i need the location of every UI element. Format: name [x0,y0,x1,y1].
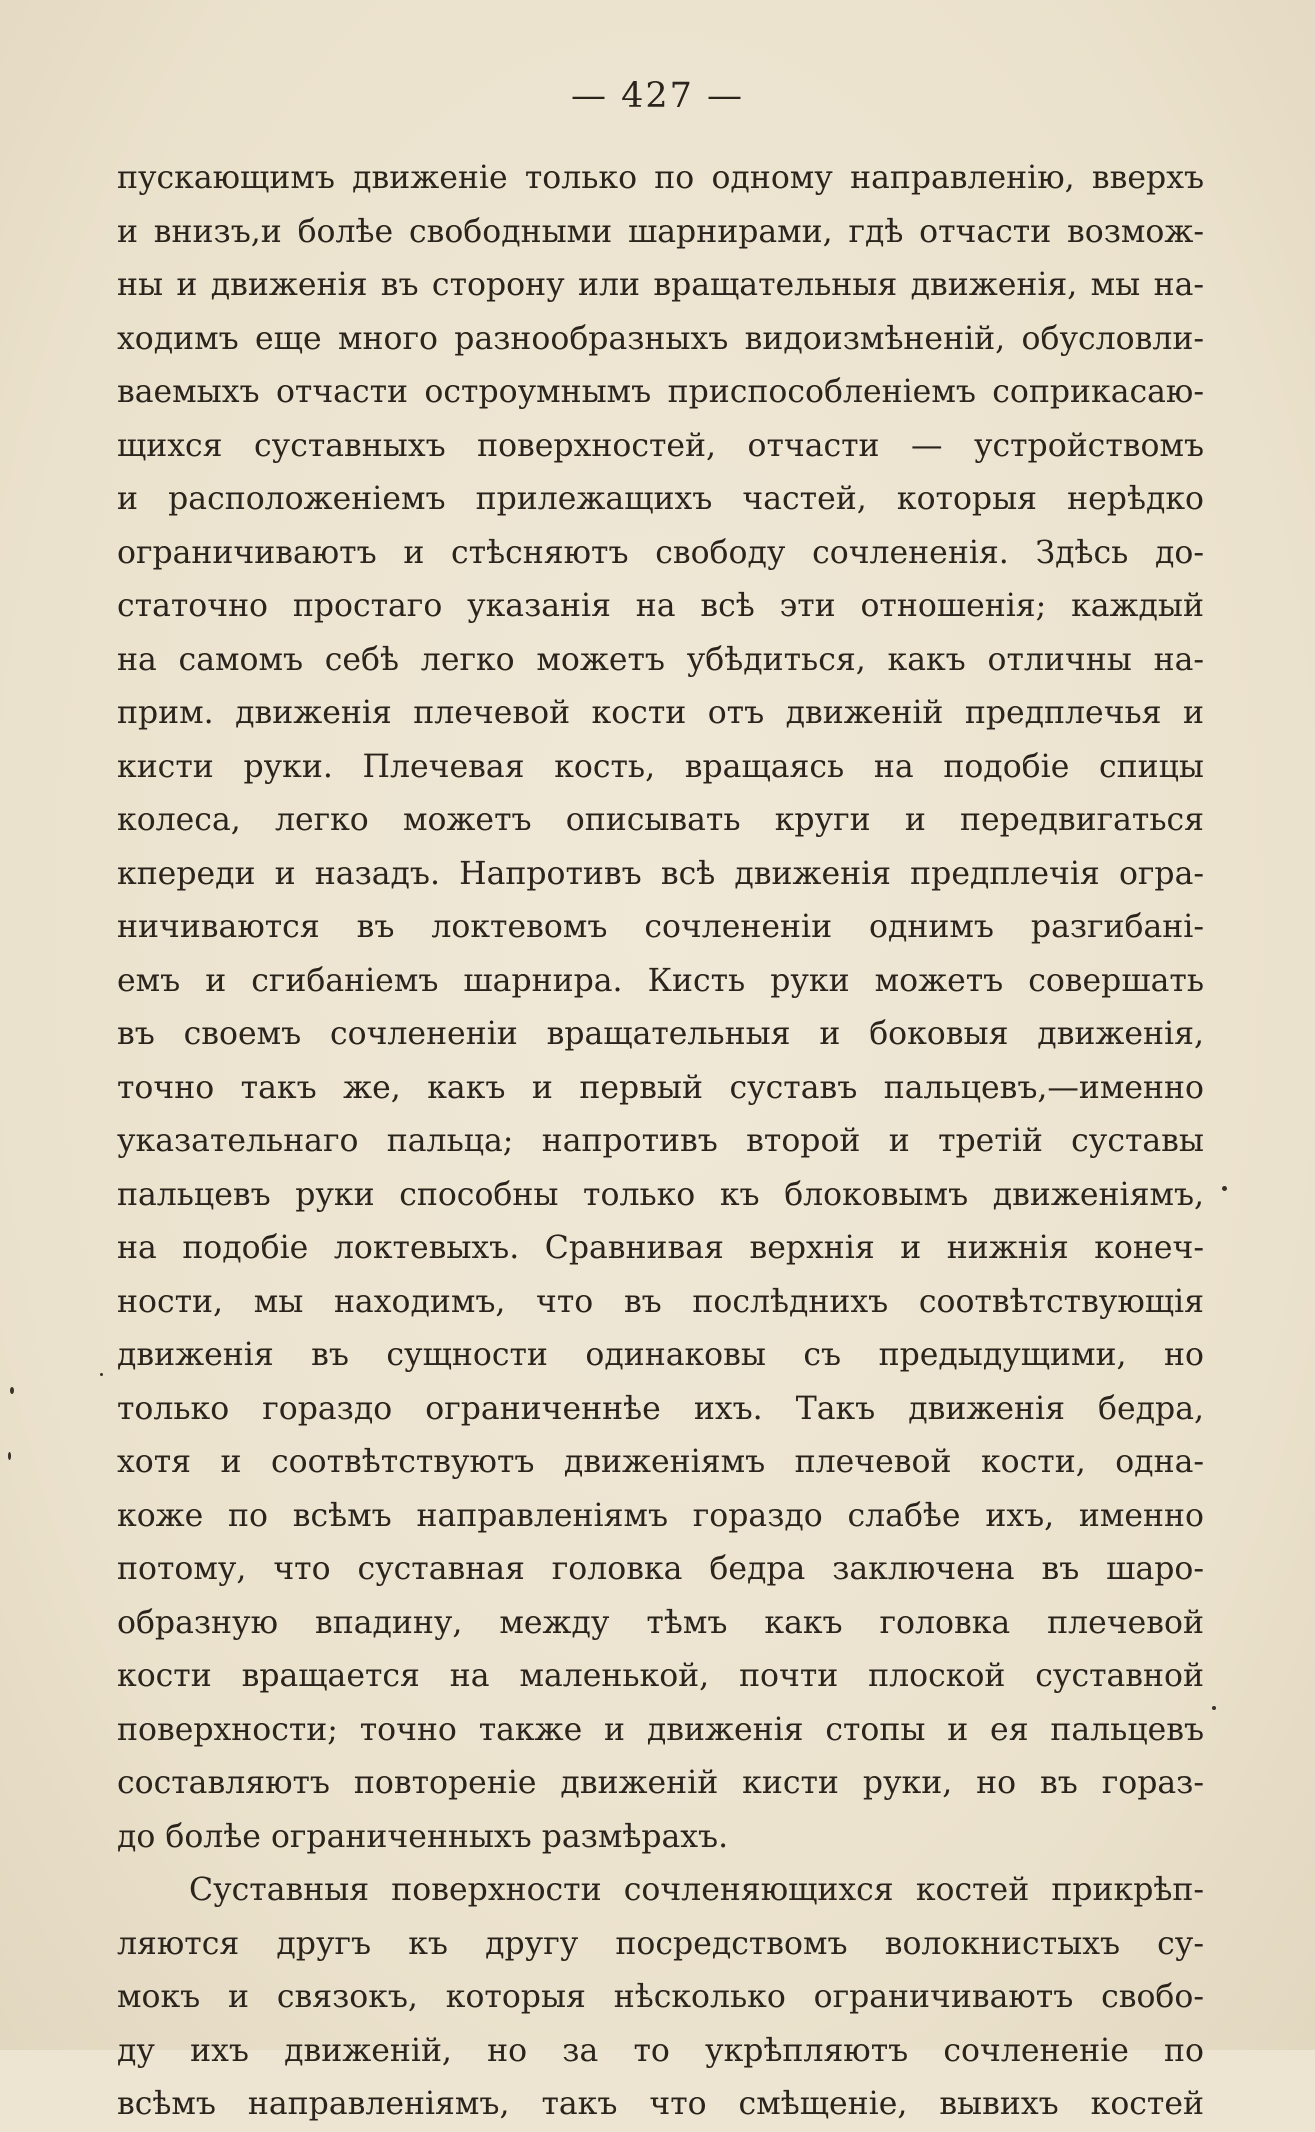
text-line: пальцевъ руки способны только къ блоковымъ движеніямъ, [117,1176,1204,1213]
text-line: хотя и соотвѣтствуютъ движеніямъ плечевой кости, одна- [117,1444,1204,1480]
text-line: на подобіе локтевыхъ. Сравнивая верхнія и нижнія конеч- [117,1230,1204,1266]
text-line: и расположеніемъ прилежащихъ частей, которыя нерѣдко [117,481,1204,517]
text-line: колеса, легко можетъ описывать круги и передвигаться [117,802,1204,838]
text-line: ограничиваютъ и стѣсняютъ свободу сочлененія. Здѣсь до- [117,534,1204,571]
text-line: въ своемъ сочлененіи вращательныя и боковыя движенія, [117,1016,1204,1052]
text-line: потому, что суставная головка бедра заключена въ шаро- [117,1551,1204,1587]
ink-speck [1222,1186,1227,1191]
ink-speck [1212,1706,1216,1710]
paragraph-start-line: Суставныя поверхности сочленяющихся костей прикрѣп- [189,1872,1204,1908]
text-line: емъ и сгибаніемъ шарнира. Кисть руки можетъ совершать [117,962,1204,999]
text-line: мокъ и связокъ, которыя нѣсколько ограничиваютъ свобо- [117,1979,1204,2015]
ink-speck [10,1387,14,1394]
text-line: щихся суставныхъ поверхностей, отчасти — устройствомъ [117,427,1204,464]
text-line: указательнаго пальца; напротивъ второй и третій суставы [117,1123,1204,1159]
text-line: кисти руки. Плечевая кость, вращаясь на подобіе спицы [117,748,1204,785]
text-line: статочно простаго указанія на всѣ эти отношенія; каждый [117,588,1204,624]
text-line: ляются другъ къ другу посредствомъ волокнистыхъ су- [117,1925,1204,1962]
text-line: всѣмъ направленіямъ, такъ что смѣщеніе, вывихъ костей [117,2086,1204,2122]
body-text [117,152,1204,2132]
text-line: и внизъ,и болѣе свободными шарнирами, гдѣ отчасти возмож- [117,213,1204,250]
text-line: ваемыхъ отчасти остроумнымъ приспособленіемъ соприкасаю- [117,374,1204,410]
text-line: точно такъ же, какъ и первый суставъ пальцевъ,—именно [117,1069,1204,1106]
text-line: кпереди и назадъ. Напротивъ всѣ движенія предплечія огра- [117,855,1204,892]
text-line: поверхности; точно также и движенія стопы и ея пальцевъ [117,1711,1204,1748]
text-line: ду ихъ движеній, но за то укрѣпляютъ сочлененіе по [117,2032,1204,2069]
text-line: движенія въ сущности одинаковы съ предыдущими, но [117,1337,1204,1373]
text-line: на самомъ себѣ легко можетъ убѣдиться, какъ отличны на- [117,641,1204,678]
text-line: ны и движенія въ сторону или вращательныя движенія, мы на- [117,267,1204,303]
text-line: коже по всѣмъ направленіямъ гораздо слабѣе ихъ, именно [117,1497,1204,1534]
page-number: — 427 — [570,76,745,116]
text-line: кости вращается на маленькой, почти плоской суставной [117,1658,1204,1694]
text-line: образную впадину, между тѣмъ какъ головка плечевой [117,1604,1204,1641]
text-line: составляютъ повтореніе движеній кисти руки, но въ гораз- [117,1765,1204,1801]
text-line: только гораздо ограниченнѣе ихъ. Такъ движенія бедра, [117,1390,1204,1427]
text-line: пускающимъ движеніе только по одному направленію, вверхъ [117,160,1204,196]
text-line: прим. движенія плечевой кости отъ движеній предплечья и [117,695,1204,731]
text-line: ничиваются въ локтевомъ сочлененіи однимъ разгибані- [117,909,1204,945]
paragraph-end-line: до болѣе ограниченныхъ размѣрахъ. [117,1818,729,1855]
ink-speck [8,1452,11,1460]
text-line: ходимъ еще много разнообразныхъ видоизмѣненій, обусловли- [117,320,1204,357]
text-line: ности, мы находимъ, что въ послѣднихъ соотвѣтствующія [117,1283,1204,1320]
ink-speck [100,1373,103,1376]
